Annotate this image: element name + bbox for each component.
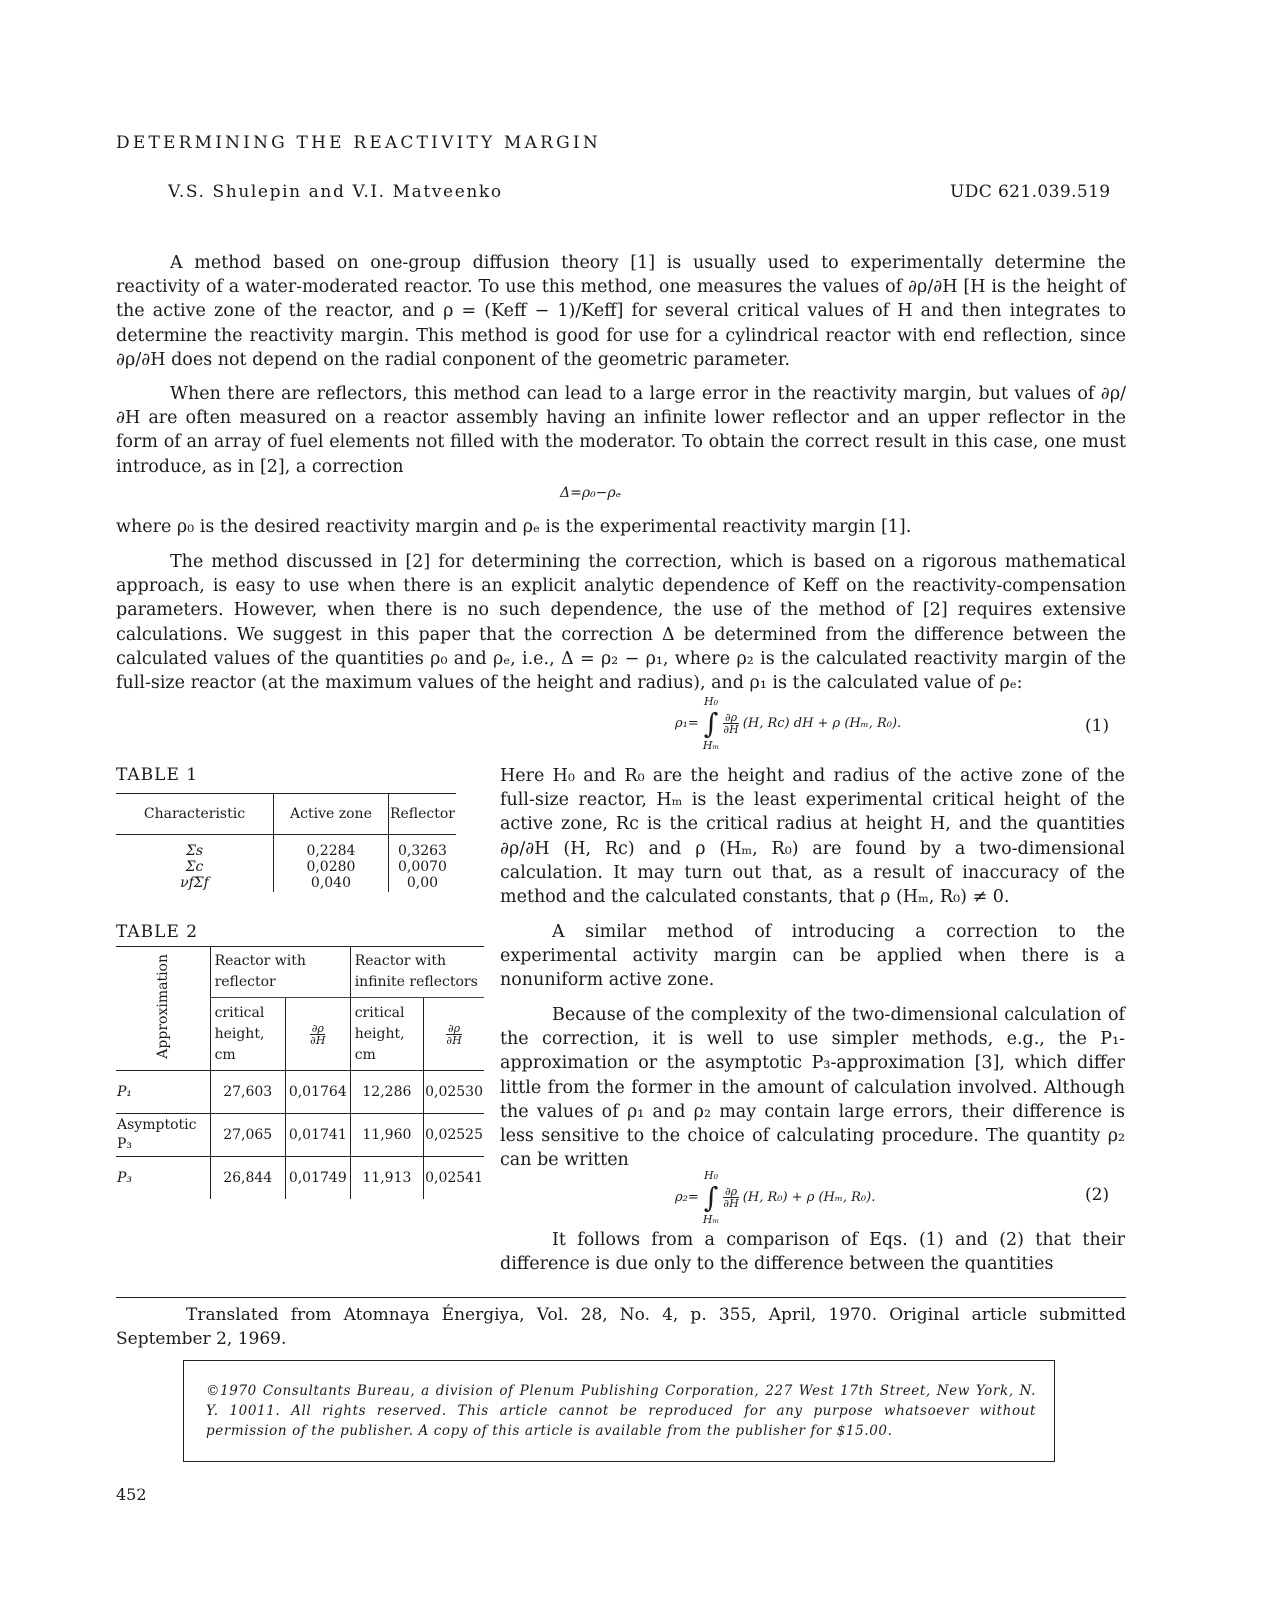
- eq2-upper-limit: H₀: [704, 1169, 719, 1182]
- paragraph-similar: A similar method of introducing a correction to the experimental activity margin can be applied when there is a nonuniform active zone.: [500, 922, 1125, 991]
- table-2-cell: 0,01749: [285, 1157, 350, 1200]
- equation-1-number: (1): [1085, 716, 1110, 736]
- translation-footnote: Translated from Atomnaya Énergiya, Vol. 28, No. 4, p. 355, April, 1970. Original article submitted September 2, 1969.: [116, 1305, 1126, 1349]
- paragraph-follows: It follows from a comparison of Eqs. (1) and (2) that their difference is due only to the difference between the quantities: [500, 1230, 1125, 1275]
- table-2-cell: 26,844: [210, 1157, 285, 1200]
- table-1-cell: 0,0070: [397, 859, 447, 875]
- eq1-rhs: (H, Rc) dH + ρ (Hₘ, R₀).: [742, 716, 902, 731]
- table-2-approx-header: [116, 947, 210, 1071]
- table-2-label: TABLE 2: [116, 922, 199, 942]
- table-2-approx-label: Approximation: [154, 954, 171, 1059]
- table-row: [116, 1071, 484, 1114]
- equation-1: [675, 696, 901, 751]
- page-number: 452: [116, 1485, 147, 1504]
- table-2: [116, 946, 484, 1199]
- table-2-row-name: P₁: [116, 1071, 210, 1114]
- paragraph-intro: A method based on one-group diffusion theory [1] is usually used to experimentally determine the reactivity of a water-moderated reactor. To use this method, one measures the values of ∂ρ/∂H [H is the height of the active zone of the reactor, and ρ = (Keff − 1)/Keff] for several critical values of H and then integrates to determine the reactivity margin. This method is good for use for a cylindrical reactor with end reflection, since ∂ρ/∂H does not depend on the radial conponent of the geometric parameter.: [116, 253, 1126, 370]
- table-1-cell: 0,3263: [397, 843, 447, 859]
- table-1-active-values: [273, 835, 388, 893]
- table-1-cell: 0,00: [406, 875, 439, 891]
- table-2-cell: 27,603: [210, 1071, 285, 1114]
- table-row: [116, 1114, 484, 1157]
- integral-sign: ∫: [703, 1181, 719, 1214]
- integral-sign: ∫: [703, 707, 719, 740]
- table-row: [116, 1157, 484, 1200]
- deriv-num: ∂ρ: [447, 1021, 461, 1035]
- equation-2-number: (2): [1085, 1185, 1110, 1205]
- table-2-deriv-header-2: [424, 998, 484, 1071]
- table-2-cell: 12,286: [350, 1071, 423, 1114]
- paragraph-where: where ρ₀ is the desired reactivity margin and ρₑ is the experimental reactivity margin [1].: [116, 517, 912, 537]
- table-2-row-name: Asymptotic P₃: [116, 1114, 210, 1157]
- table-2-cell: 0,01741: [285, 1114, 350, 1157]
- table-1-cell: νfΣf: [180, 875, 209, 891]
- paragraph-reflectors: When there are reflectors, this method can lead to a large error in the reactivity margin, but values of ∂ρ/∂H are often measured on a reactor assembly having an infinite lower reflector and an upper reflector in the form of an array of fuel elements not filled with the moderator. To obtain the correct result in this case, one must introduce, as in [2], a correction: [116, 384, 1126, 477]
- table-1-reflector-values: [388, 835, 456, 893]
- footnote-divider: [116, 1297, 1126, 1298]
- udc-code: UDC 621.039.519: [950, 182, 1111, 202]
- table-1-cell: Σs: [185, 843, 204, 859]
- article-authors: V.S. Shulepin and V.I. Matveenko: [168, 182, 503, 202]
- table-1-cell: Σc: [185, 859, 204, 875]
- table-2-height-header-1: critical height, cm: [210, 998, 285, 1071]
- eq1-numerator: ∂ρ: [724, 711, 738, 724]
- eq2-derivative: [723, 1186, 738, 1209]
- table-2-deriv-header-1: [285, 998, 350, 1071]
- deriv-num: ∂ρ: [311, 1021, 324, 1035]
- article-title: DETERMINING THE REACTIVITY MARGIN: [116, 133, 601, 153]
- table-1-label: TABLE 1: [116, 765, 199, 785]
- eq2-lhs: ρ₂=: [675, 1190, 699, 1205]
- table-2-cell: 0,02541: [424, 1157, 484, 1200]
- table-1-cell: 0,2284: [306, 843, 356, 859]
- table-2-cell: 11,913: [350, 1157, 423, 1200]
- table-1-names: [116, 835, 273, 893]
- eq1-lhs: ρ₁=: [675, 716, 699, 731]
- eq1-integral: [703, 696, 719, 751]
- table-2-group-1: Reactor with reflector: [210, 947, 350, 998]
- table-2-row-name: P₃: [117, 1170, 133, 1186]
- eq2-denominator: ∂H: [723, 1197, 739, 1210]
- equation-2: [675, 1170, 875, 1225]
- paragraph-complexity: Because of the complexity of the two-dimensional calculation of the correction, it is well to use simpler methods, e.g., the P₁-approximation or the asymptotic P₃-approximation [3], which differ little from the former in the amount of calculation involved. Although the values of ρ₁ and ρ₂ may contain large errors, their difference is less sensitive to the choice of calculating procedure. The quantity ρ₂ can be written: [500, 1005, 1125, 1171]
- eq2-lower-limit: Hₘ: [702, 1213, 720, 1226]
- table-2-cell: 27,065: [210, 1114, 285, 1157]
- eq1-lower-limit: Hₘ: [702, 739, 720, 752]
- table-2-group-2: Reactor with infinite reflectors: [350, 947, 484, 998]
- table-2-cell: 0,02525: [424, 1114, 484, 1157]
- table-2-cell: 11,960: [350, 1114, 423, 1157]
- paragraph-here: Here H₀ and R₀ are the height and radius of the active zone of the full-size reactor, Hₘ is the least experimental critical height of the active zone, Rc is the critical radius at height H, and the quantities ∂ρ/∂H (H, Rc) and ρ (Hₘ, R₀) are found by a two-dimensional calculation. It may turn out that, as a result of inaccuracy of the method and the calculated constants, that ρ (Hₘ, R₀) ≠ 0.: [500, 766, 1125, 908]
- table-2-height-header-2: critical height, cm: [350, 998, 423, 1071]
- table-1: [116, 793, 456, 892]
- copyright-box: [183, 1360, 1055, 1462]
- table-2-cell: 0,02530: [424, 1071, 484, 1114]
- table-1-header-reflector: Reflector: [388, 794, 456, 835]
- table-1-header-active: Active zone: [273, 794, 388, 835]
- eq1-derivative: [723, 712, 738, 735]
- equation-delta: Δ=ρ₀−ρₑ: [560, 485, 622, 501]
- table-1-cell: 0,040: [310, 875, 351, 891]
- table-1-cell: 0,0280: [306, 859, 356, 875]
- deriv-den: ∂H: [446, 1033, 462, 1047]
- eq1-upper-limit: H₀: [704, 695, 719, 708]
- eq2-numerator: ∂ρ: [724, 1185, 738, 1198]
- table-2-cell: 0,01764: [285, 1071, 350, 1114]
- eq1-denominator: ∂H: [723, 723, 739, 736]
- paragraph-method: The method discussed in [2] for determining the correction, which is based on a rigorous mathematical approach, is easy to use when there is an explicit analytic dependence of Keff on the reactivity-compensation parameters. However, when there is no such dependence, the use of the method of [2] requires extensive calculations. We suggest in this paper that the correction Δ be determined from the difference between the calculated values of the quantities ρ₀ and ρₑ, i.e., Δ = ρ₂ − ρ₁, where ρ₂ is the calculated reactivity margin of the full-size reactor (at the maximum values of the height and radius), and ρ₁ is the calculated value of ρₑ:: [116, 552, 1126, 694]
- eq2-integral: [703, 1170, 719, 1225]
- table-1-header-characteristic: Characteristic: [116, 794, 273, 835]
- deriv-den: ∂H: [310, 1033, 326, 1047]
- eq2-rhs: (H, R₀) + ρ (Hₘ, R₀).: [742, 1190, 876, 1205]
- copyright-notice: ©1970 Consultants Bureau, a division of Plenum Publishing Corporation, 227 West 17th Street, New York, N. Y. 10011. All rights reserved. This article cannot be reproduced for any purpose whatsoever without permission of the publisher. A copy of this article is available from the publisher for $15.00.: [206, 1383, 1036, 1439]
